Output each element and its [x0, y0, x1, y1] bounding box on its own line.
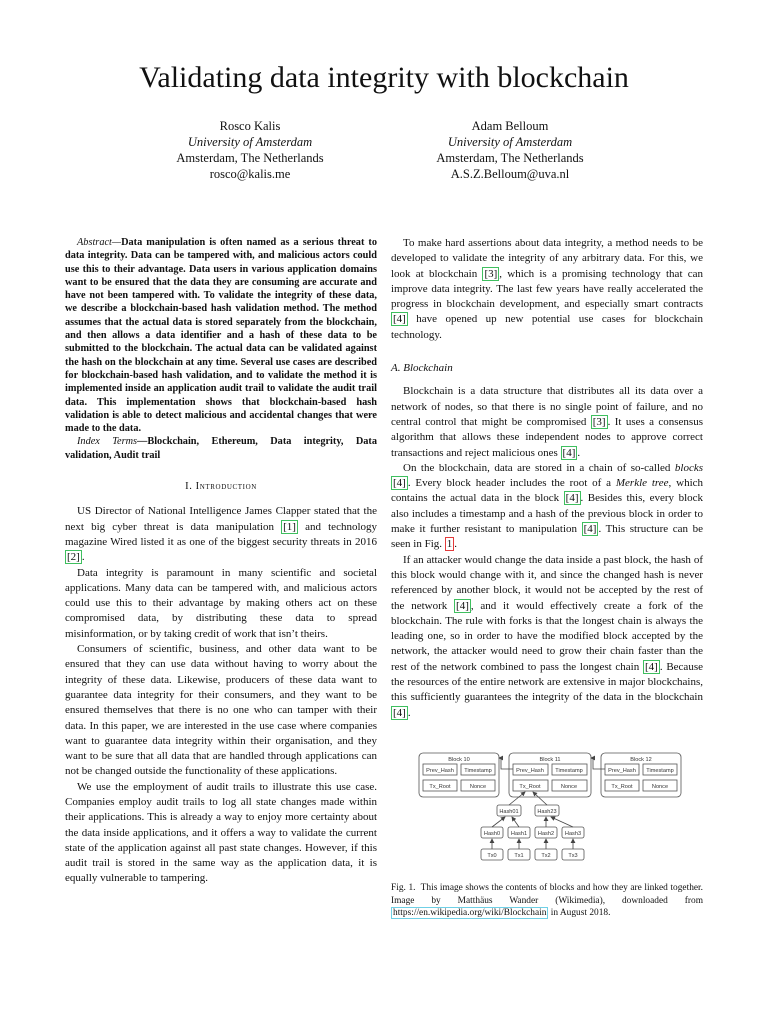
author-location: Amsterdam, The Netherlands [436, 151, 584, 165]
caption-label: Fig. 1. [391, 883, 416, 894]
index-terms: Index Terms—Blockchain, Ethereum, Data integrity, Data validation, Audit trail [65, 436, 378, 461]
svg-text:Nonce: Nonce [469, 783, 487, 790]
section-number: I. [185, 481, 193, 493]
author-block-2 [360, 118, 660, 182]
svg-text:Timestamp: Timestamp [464, 767, 492, 774]
abstract-text: Data manipulation is often named as a serious threat to data integrity. Data can be tampered with, and malicious actors could use this to their advantage. Data users in various application domains want to be ensured that the data they are consuming are accurate and have not been tampered with. To validate the integrity of these data, we describe a blockchain-based hash validation method. The method assumes that the actual data is stored separately from the blockchain, and then allows a data identifier and a hash of these data to be submitted to the blockchain. The actual data can be validated against the hash on the blockchain at any time. Several use cases are described for blockchain-based hash validation, and to validate the method it is implemented inside an application audit trail to validate the audit trail data. This implementation shows that blockchain-based hash validation is able to detect malicious and accidental changes that were made to the data. [65, 237, 377, 435]
svg-text:Hash3: Hash3 [564, 830, 582, 837]
citation-link[interactable]: [4] [565, 492, 579, 505]
svg-text:Prev_Hash: Prev_Hash [516, 767, 544, 774]
svg-text:Prev_Hash: Prev_Hash [426, 767, 454, 774]
citation-link[interactable]: [4] [645, 660, 658, 673]
author-affiliation: University of Amsterdam [447, 135, 573, 149]
svg-text:Tx3: Tx3 [568, 852, 578, 859]
author-affiliation: University of Amsterdam [187, 135, 313, 149]
author-name: Adam Belloum [471, 119, 549, 133]
abstract-label: Abstract [77, 237, 112, 248]
svg-text:Tx_Root: Tx_Root [611, 783, 633, 790]
svg-text:Hash2: Hash2 [537, 830, 555, 837]
author-name: Rosco Kalis [219, 119, 281, 133]
blockchain-diagram [391, 749, 703, 869]
author-email: A.S.Z.Belloum@uva.nl [450, 167, 570, 181]
block-title: Block 11 [539, 756, 561, 763]
figure-blockchain-diagram [391, 749, 703, 874]
citation-link[interactable]: [4] [562, 446, 576, 459]
svg-text:Tx_Root: Tx_Root [429, 783, 451, 790]
citation-link[interactable]: [3] [484, 267, 498, 280]
blockchain-paragraph-1: Blockchain is a data structure that distributes all its data over a network of nodes, so that there is no single point of failure, and no central control that might be compromised [3] . It uses a consensus algorithm that allows these independent nodes to approve correct transactions and reject malicious ones [4] . [391, 385, 703, 459]
svg-text:Timestamp: Timestamp [555, 767, 583, 774]
citation-link[interactable]: [4] [393, 706, 406, 719]
intro-paragraph-1: US Director of National Intelligence James Clapper stated that the next big cyber threat is data manipulation [1] and technology magazine Wired listed it as one of the biggest security threats in 2016 [2] . [65, 505, 378, 564]
citation-link[interactable]: [2] [67, 551, 80, 564]
svg-text:Nonce: Nonce [560, 783, 578, 790]
svg-text:Timestamp: Timestamp [646, 767, 674, 774]
svg-text:Prev_Hash: Prev_Hash [608, 767, 636, 774]
right-paragraph-1: To make hard assertions about data integrity, a method needs to be developed to validate the integrity of any arbitrary data. For this, we look at blockchain [3] , which is a promising technology that can improve data integrity. The last few years have really accelerated the progress in blockchain development, and especially smart contracts [4] have opened up new potential use cases for blockchain technology. [391, 237, 703, 341]
index-terms-text: Blockchain, Ethereum, Data integrity, Data validation, Audit trail [65, 436, 378, 461]
citation-link[interactable]: [1] [283, 520, 296, 533]
svg-text:Tx1: Tx1 [514, 852, 524, 859]
block-title: Block 10 [448, 756, 470, 763]
caption-url-link[interactable]: https://en.wikipedia.org/wiki/Blockchain [393, 908, 547, 919]
svg-text:Hash01: Hash01 [499, 808, 519, 815]
section-heading-introduction [65, 479, 377, 494]
svg-text:Hash1: Hash1 [510, 830, 528, 837]
intro-paragraph-2: Data integrity is paramount in many scientific and societal applications. Many data can be tampered with, and malicious actors could use this to their advantage by making others act on these compromised data, by distributing these data to spread misinformation, or by taking credit of work that isn’t theirs. [65, 566, 377, 640]
svg-text:Nonce: Nonce [651, 783, 669, 790]
svg-text:Tx_Root: Tx_Root [519, 783, 541, 790]
index-terms-label: Index Terms [77, 436, 138, 448]
svg-text:Tx0: Tx0 [487, 852, 497, 859]
author-block-1 [100, 118, 400, 182]
citation-link[interactable]: [4] [393, 477, 406, 490]
paper-title: Validating data integrity with blockchain [139, 61, 629, 94]
figure-link[interactable]: 1 [446, 538, 453, 551]
blockchain-paragraph-2: On the blockchain, data are stored in a chain of so-called blocks [4] . Every block header includes the root of a Merkle tree, which contains the actual data in the block [4] . Besides this, every block also includes a timestamp and a hash of the previous block in order to make it further resistant to manipulation [4] . This structure can be seen in Fig. 1 . [391, 461, 704, 551]
right-column [391, 236, 703, 919]
author-location: Amsterdam, The Netherlands [176, 151, 324, 165]
svg-text:Hash0: Hash0 [483, 830, 501, 837]
intro-paragraph-4: We use the employment of audit trails to illustrate this use case. Companies employ audit trails to log all state changes made within their applications. This is already a way to enjoy more certainty about the data inside applications, and it offers a way to validate the current state of the application against all past state changes. However, if this audit trail is stored in the same way as the application data, it is equally vulnerable to tampering. [65, 780, 377, 885]
author-email: rosco@kalis.me [209, 167, 291, 181]
citation-link[interactable]: [4] [583, 523, 597, 536]
svg-text:Tx2: Tx2 [541, 852, 551, 859]
intro-paragraph-3: Consumers of scientific, business, and other data want to be ensured that they can use data without having to worry about the integrity of these data. Likewise, producers of these data want to guarantee data integrity for their consumers, and they want to be ensured themselves that there is no one who can tamper with their data. In this paper, we are interested in the use case where companies want to guarantee data integrity within their organisation, and they want to be sure that all data that are handled through applications can not be changed outside the functionality of these applications. [65, 643, 377, 778]
section-title: Introduction [195, 481, 257, 493]
subsection-heading-blockchain: A. Blockchain [391, 362, 453, 375]
citation-link[interactable]: [4] [456, 599, 469, 612]
abstract: Abstract—Data manipulation is often named as a serious threat to data integrity. Data can be tampered with, and malicious actors could use this to their advantage. Data users in various application domains want to be ensured that the data they are consuming are accurate and have not been tampered with. To validate the integrity of these data, we describe a blockchain-based hash validation method. The method assumes that the actual data is stored separately from the blockchain, and then allows a data identifier and a hash of these data to be submitted to the blockchain. The actual data can be validated against the hash on the blockchain at any time. Several use cases are described for blockchain-based hash validation, and to validate the method it is implemented inside an application audit trail to validate the audit trail data. This implementation shows that blockchain-based hash validation is able to detect malicious and accidental changes that were made to the data. [65, 237, 377, 435]
block-title: Block 12 [630, 756, 652, 763]
citation-link[interactable]: [3] [592, 415, 606, 428]
left-column [65, 236, 377, 887]
figure-caption: Fig. 1. This image shows the contents of blocks and how they are linked together. Image by Matthäus Wander (Wikimedia), downloaded from https://en.wikipedia.org/wiki/Blockchain in August 2018. [391, 883, 703, 919]
blockchain-paragraph-3: If an attacker would change the data inside a past block, the hash of this block would change with it, and since the changed hash is never referenced by another block, it would not be accepted by the rest of the network [4] , and it would effectively create a fork of the blockchain. The rule with forks is that the longest chain is always the leading one, so in order to have the modified block accepted by the network, the attacker would need to grow their chain faster than the rest of the network combined to pass the longest chain [4] . Because the resources of the entire network are extensive in major blockchains, this sufficiently guarantees the integrity of the data in the blockchain [4] . [391, 553, 703, 719]
svg-text:Hash23: Hash23 [537, 808, 557, 815]
citation-link[interactable]: [4] [393, 313, 406, 326]
